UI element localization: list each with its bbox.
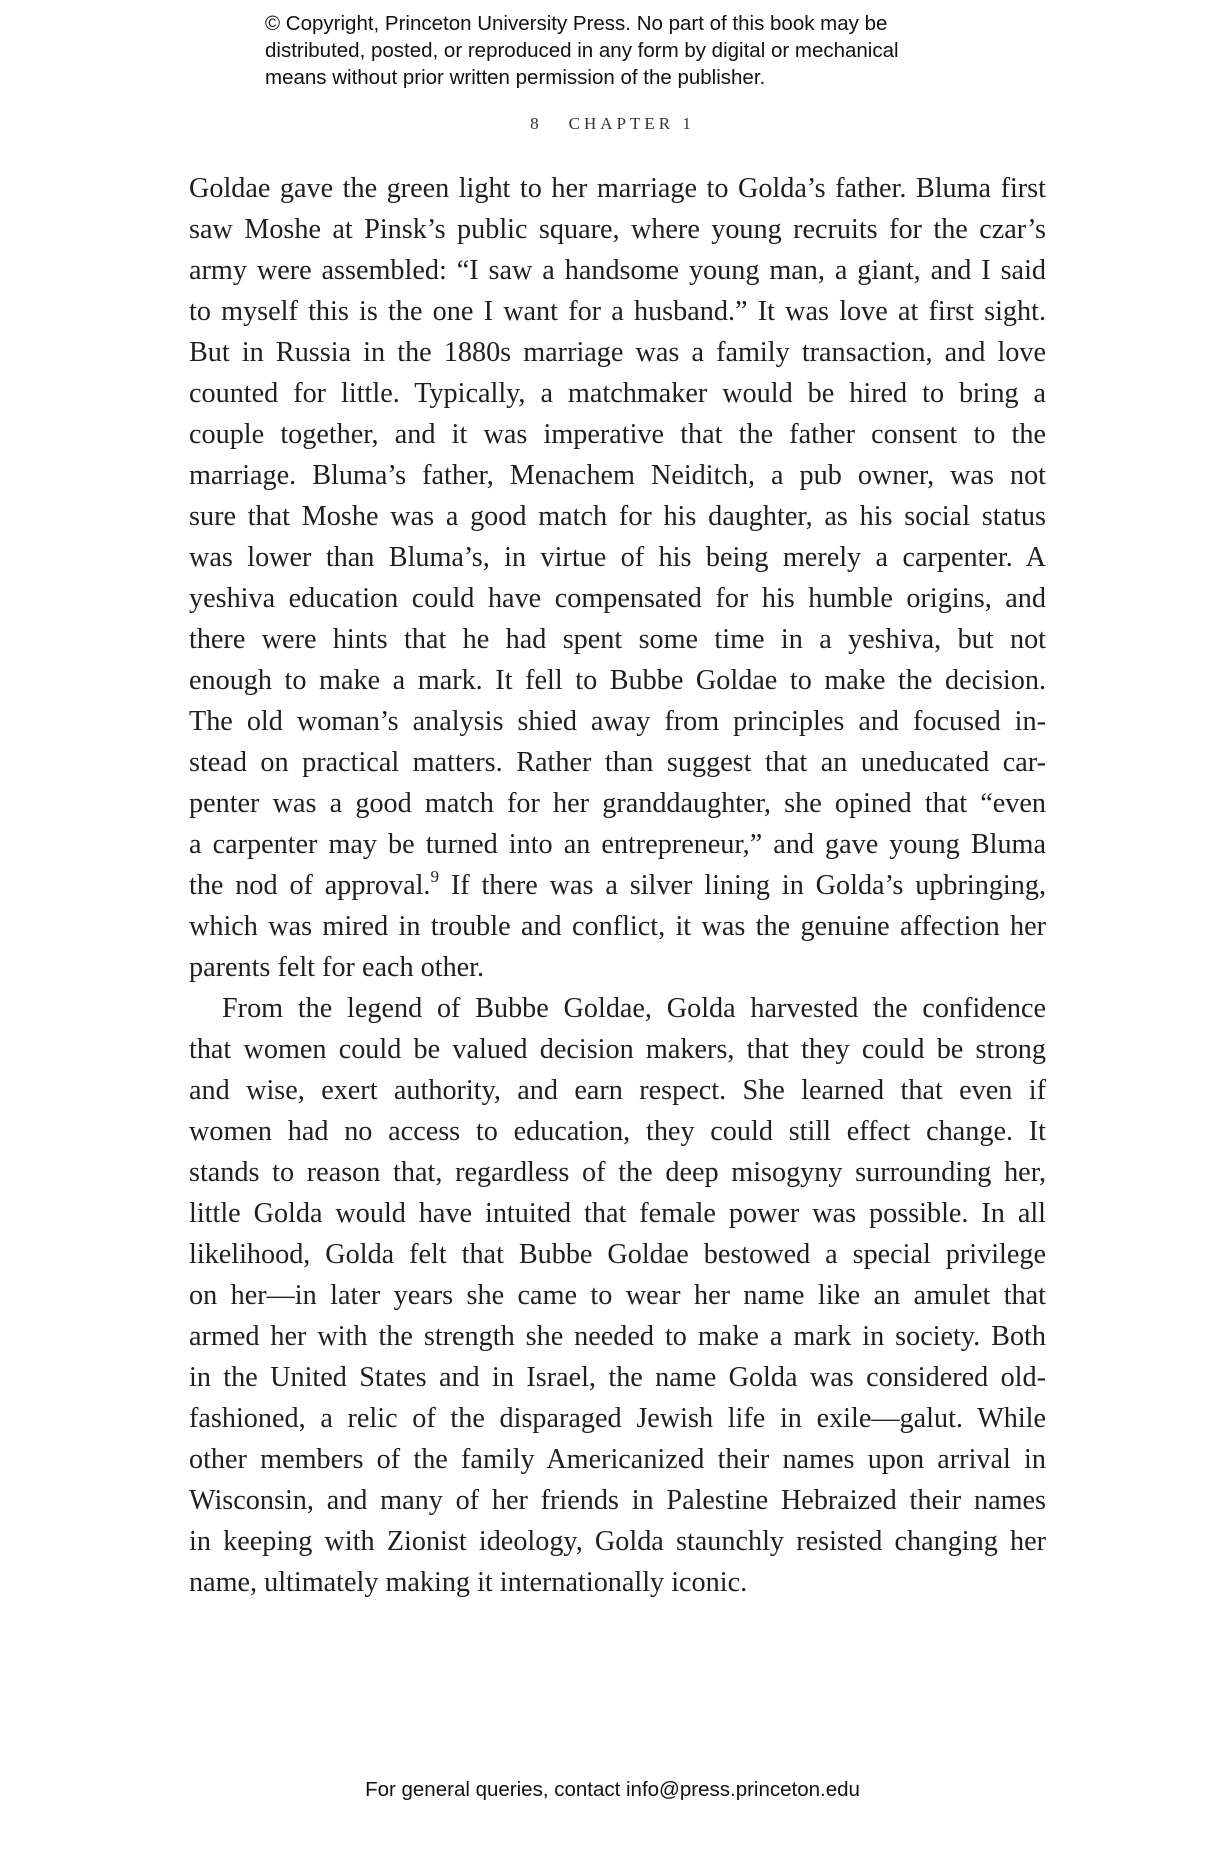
- text-line: was lower than Bluma’s, in virtue of his being merely a carpenter. A: [189, 542, 1046, 573]
- chapter-label: CHAPTER 1: [568, 114, 695, 133]
- text-line: name, ultimately making it internationally iconic.: [189, 1567, 748, 1598]
- paragraph-1: [189, 168, 1046, 988]
- text-segment: the nod of approval.: [189, 870, 431, 901]
- text-line: sure that Moshe was a good match for his daughter, as his social status: [189, 501, 1046, 532]
- running-head: [0, 114, 1225, 134]
- body-text: [189, 168, 1046, 1603]
- text-line: The old woman’s analysis shied away from principles and focused in-: [189, 706, 1046, 737]
- text-line: army were assembled: “I saw a handsome young man, a giant, and I said: [189, 255, 1046, 286]
- text-line: couple together, and it was imperative that the father consent to the: [189, 419, 1046, 450]
- text-line-with-footnote: [189, 865, 1046, 906]
- text-line: armed her with the strength she needed to make a mark in society. Both: [189, 1321, 1046, 1352]
- text-line: yeshiva education could have compensated for his humble origins, and: [189, 583, 1046, 614]
- text-line: to myself this is the one I want for a husband.” It was love at first sight.: [189, 296, 1046, 327]
- text-line: But in Russia in the 1880s marriage was a family transaction, and love: [189, 337, 1046, 368]
- footer-contact: For general queries, contact info@press.princeton.edu: [365, 1778, 860, 1801]
- text-line: penter was a good match for her granddaughter, she opined that “even: [189, 788, 1046, 819]
- footnote-reference[interactable]: 9: [430, 867, 439, 886]
- text-line: Wisconsin, and many of her friends in Palestine Hebraized their names: [189, 1485, 1046, 1516]
- text-line: stands to reason that, regardless of the deep misogyny surrounding her,: [189, 1157, 1046, 1188]
- text-line: and wise, exert authority, and earn respect. She learned that even if: [189, 1075, 1046, 1106]
- text-line: counted for little. Typically, a matchmaker would be hired to bring a: [189, 378, 1046, 409]
- text-line: in the United States and in Israel, the name Golda was considered old-: [189, 1362, 1046, 1393]
- copyright-line: means without prior written permission of the publisher.: [265, 66, 766, 89]
- text-line: there were hints that he had spent some time in a yeshiva, but not: [189, 624, 1046, 655]
- page-number: 8: [530, 114, 543, 133]
- text-line: that women could be valued decision makers, that they could be strong: [189, 1034, 1046, 1065]
- copyright-notice: [265, 10, 985, 91]
- paragraph-2: [189, 988, 1046, 1603]
- text-line: stead on practical matters. Rather than suggest that an uneducated car-: [189, 747, 1046, 778]
- text-line: Goldae gave the green light to her marriage to Golda’s father. Bluma first: [189, 173, 1046, 204]
- copyright-line: distributed, posted, or reproduced in any form by digital or mechanical: [265, 39, 899, 62]
- text-line: in keeping with Zionist ideology, Golda staunchly resisted changing her: [189, 1526, 1046, 1557]
- text-line: little Golda would have intuited that female power was possible. In all: [189, 1198, 1046, 1229]
- text-line: marriage. Bluma’s father, Menachem Neiditch, a pub owner, was not: [189, 460, 1046, 491]
- text-line: which was mired in trouble and conflict, it was the genuine affection her: [189, 911, 1046, 942]
- text-line: women had no access to education, they could still effect change. It: [189, 1116, 1046, 1147]
- text-line: other members of the family Americanized their names upon arrival in: [189, 1444, 1046, 1475]
- copyright-line: © Copyright, Princeton University Press. No part of this book may be: [265, 12, 888, 35]
- text-line: on her—in later years she came to wear her name like an amulet that: [189, 1280, 1046, 1311]
- text-line: saw Moshe at Pinsk’s public square, where young recruits for the czar’s: [189, 214, 1046, 245]
- text-line: parents felt for each other.: [189, 952, 485, 983]
- text-line: a carpenter may be turned into an entrepreneur,” and gave young Bluma: [189, 829, 1046, 860]
- text-segment: If there was a silver lining in Golda’s upbringing,: [438, 870, 1046, 901]
- text-line: enough to make a mark. It fell to Bubbe Goldae to make the decision.: [189, 665, 1046, 696]
- text-line: From the legend of Bubbe Goldae, Golda harvested the confidence: [222, 993, 1046, 1024]
- text-line: likelihood, Golda felt that Bubbe Goldae bestowed a special privilege: [189, 1239, 1046, 1270]
- text-line: fashioned, a relic of the disparaged Jewish life in exile—galut. While: [189, 1403, 1046, 1434]
